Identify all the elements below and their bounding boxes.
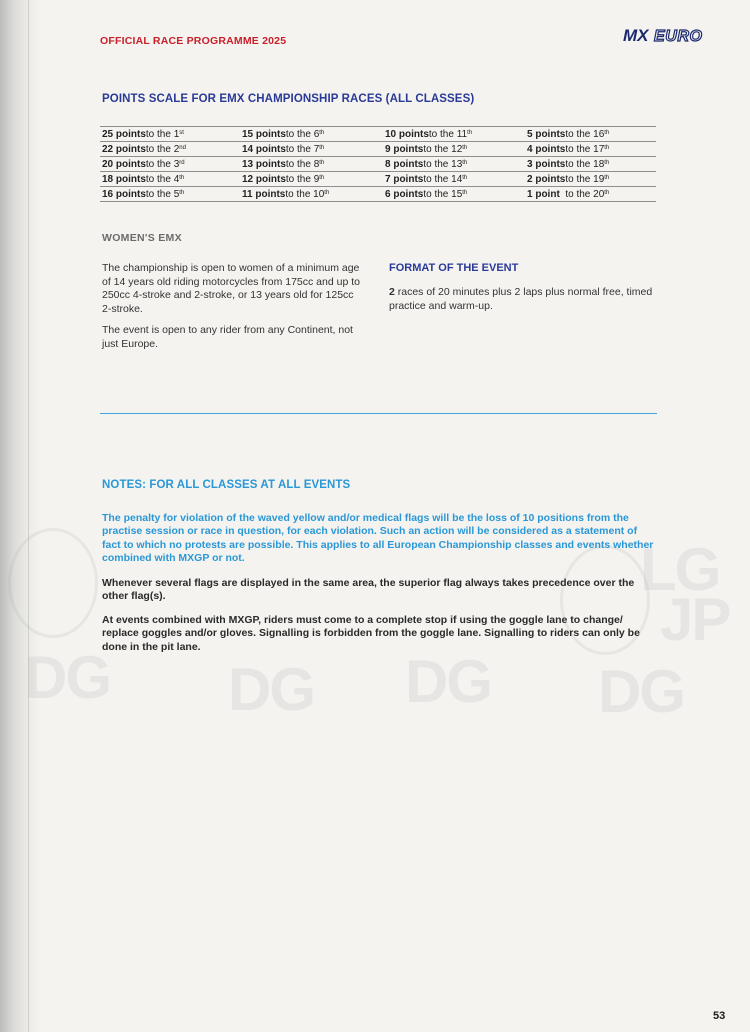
points-cell — [100, 172, 240, 187]
watermark-dg-1: DG — [24, 644, 110, 711]
points-value: 7 points — [385, 174, 424, 185]
points-cell — [525, 157, 656, 172]
ordinal-suffix: th — [324, 190, 330, 196]
position-label: to the 19 — [565, 174, 605, 185]
page-number: 53 — [713, 1010, 726, 1022]
format-paragraph — [389, 286, 654, 313]
watermark-face-left — [8, 528, 98, 638]
points-value: 1 point — [527, 189, 560, 200]
points-cell — [525, 187, 656, 202]
page-spine-shadow — [0, 0, 40, 1032]
points-value: 22 points — [102, 144, 146, 155]
points-value: 15 points — [242, 129, 286, 140]
position-label: to the 4 — [145, 174, 180, 185]
points-cell — [100, 157, 240, 172]
ordinal-suffix: rd — [179, 160, 185, 166]
position-label: to the 3 — [145, 159, 180, 170]
mxeuro-logo — [622, 24, 704, 46]
watermark-dg-4: DG — [598, 658, 684, 725]
position-label: to the 1 — [145, 129, 180, 140]
points-cell — [383, 187, 525, 202]
watermark-dg-2: DG — [228, 656, 314, 723]
points-cell — [240, 187, 383, 202]
points-value: 18 points — [102, 174, 146, 185]
ordinal-suffix: th — [604, 190, 610, 196]
watermark-lg: LG — [640, 536, 720, 603]
position-label: to the 5 — [145, 189, 180, 200]
points-cell — [100, 127, 240, 142]
points-value: 6 points — [385, 189, 424, 200]
points-row — [100, 142, 656, 157]
points-cell — [383, 127, 525, 142]
points-value: 13 points — [242, 159, 286, 170]
points-row — [100, 157, 656, 172]
points-cell — [525, 127, 656, 142]
position-label: to the 15 — [423, 189, 463, 200]
format-heading: FORMAT OF THE EVENT — [389, 262, 519, 274]
ordinal-suffix: th — [319, 130, 325, 136]
points-cell — [383, 172, 525, 187]
ordinal-suffix: th — [179, 190, 185, 196]
svg-text:EURO: EURO — [654, 28, 702, 45]
points-value: 20 points — [102, 159, 146, 170]
section-divider — [100, 413, 657, 414]
position-label: to the 13 — [423, 159, 463, 170]
points-cell — [100, 187, 240, 202]
position-label: to the 18 — [565, 159, 605, 170]
ordinal-suffix: th — [604, 145, 610, 151]
points-value: 8 points — [385, 159, 424, 170]
points-cell — [383, 157, 525, 172]
watermark-jp: JP — [660, 586, 730, 653]
points-value: 9 points — [385, 144, 424, 155]
ordinal-suffix: th — [604, 175, 610, 181]
ordinal-suffix: th — [319, 175, 325, 181]
logo-text — [623, 26, 703, 45]
womens-continent-paragraph: The event is open to any rider from any Continent, not just Europe. — [102, 324, 353, 350]
position-label: to the 9 — [285, 174, 320, 185]
points-cell — [383, 142, 525, 157]
points-cell — [525, 142, 656, 157]
position-label: to the 10 — [285, 189, 325, 200]
ordinal-suffix: th — [604, 160, 610, 166]
points-cell — [240, 127, 383, 142]
position-label: to the 7 — [285, 144, 320, 155]
points-cell — [240, 172, 383, 187]
position-label: to the 2 — [145, 144, 180, 155]
points-row — [100, 127, 656, 142]
notes-goggle-lane-paragraph: At events combined with MXGP, riders must come to a complete stop if using the goggle lane to change/ replace goggles and/or gloves. Signalling is forbidden from the goggle lane. Signalling to riders can only be done in the pit lane. — [102, 614, 640, 653]
position-label: to the 8 — [285, 159, 320, 170]
position-label: to the 20 — [559, 189, 605, 200]
points-value: 4 points — [527, 144, 566, 155]
format-races-count: 2 — [389, 286, 395, 298]
points-value: 25 points — [102, 129, 146, 140]
points-value: 10 points — [385, 129, 429, 140]
ordinal-suffix: st — [179, 130, 184, 136]
watermark-dg-3: DG — [405, 648, 491, 715]
points-cell — [240, 142, 383, 157]
points-value: 2 points — [527, 174, 566, 185]
ordinal-suffix: th — [467, 130, 473, 136]
notes-penalty-paragraph: The penalty for violation of the waved yellow and/or medical flags will be the loss of 10 positions from the practise session or race in question, for each violation. Such an action will be considered as a statement of fact to which no protests are possible. This applies to all European Championship classes and events whether combined with MXGP or not. — [102, 512, 654, 565]
ordinal-suffix: th — [179, 175, 185, 181]
notes-flags-paragraph: Whenever several flags are displayed in the same area, the superior flag always takes precedence over the other flag(s). — [102, 577, 635, 603]
ordinal-suffix: th — [604, 130, 610, 136]
position-label: to the 17 — [565, 144, 605, 155]
womens-emx-heading: WOMEN'S EMX — [102, 232, 182, 244]
ordinal-suffix: th — [462, 175, 468, 181]
points-cell — [100, 142, 240, 157]
womens-emx-body — [102, 262, 364, 352]
points-row — [100, 172, 656, 187]
points-cell — [525, 172, 656, 187]
ordinal-suffix: th — [462, 145, 468, 151]
ordinal-suffix: th — [462, 160, 468, 166]
format-description: races of 20 minutes plus 2 laps plus normal free, timed practice and warm-up. — [389, 286, 653, 312]
points-value: 5 points — [527, 129, 566, 140]
womens-eligibility-paragraph: The championship is open to women of a minimum age of 14 years old riding motorcycles from 175cc and up to 250cc 4-stroke and 2-stroke, or 13 years old for 125cc 2-stroke. — [102, 262, 360, 315]
ordinal-suffix: th — [319, 145, 325, 151]
points-value: 11 points — [242, 189, 286, 200]
ordinal-suffix: th — [319, 160, 325, 166]
position-label: to the 16 — [565, 129, 605, 140]
points-cell — [240, 157, 383, 172]
points-value: 3 points — [527, 159, 566, 170]
programme-title: OFFICIAL RACE PROGRAMME 2025 — [100, 35, 287, 47]
notes-heading: NOTES: FOR ALL CLASSES AT ALL EVENTS — [102, 479, 351, 491]
ordinal-suffix: th — [462, 190, 468, 196]
points-value: 12 points — [242, 174, 286, 185]
svg-text:MX: MX — [623, 26, 649, 45]
points-row — [100, 187, 656, 202]
points-value: 14 points — [242, 144, 286, 155]
points-scale-table — [100, 126, 656, 202]
position-label: to the 14 — [423, 174, 463, 185]
page-fold-line — [28, 0, 29, 1032]
points-value: 16 points — [102, 189, 146, 200]
points-scale-title: POINTS SCALE FOR EMX CHAMPIONSHIP RACES (ALL CLASSES) — [102, 93, 475, 105]
position-label: to the 6 — [285, 129, 320, 140]
position-label: to the 11 — [428, 129, 468, 140]
position-label: to the 12 — [423, 144, 463, 155]
ordinal-suffix: nd — [179, 145, 186, 151]
